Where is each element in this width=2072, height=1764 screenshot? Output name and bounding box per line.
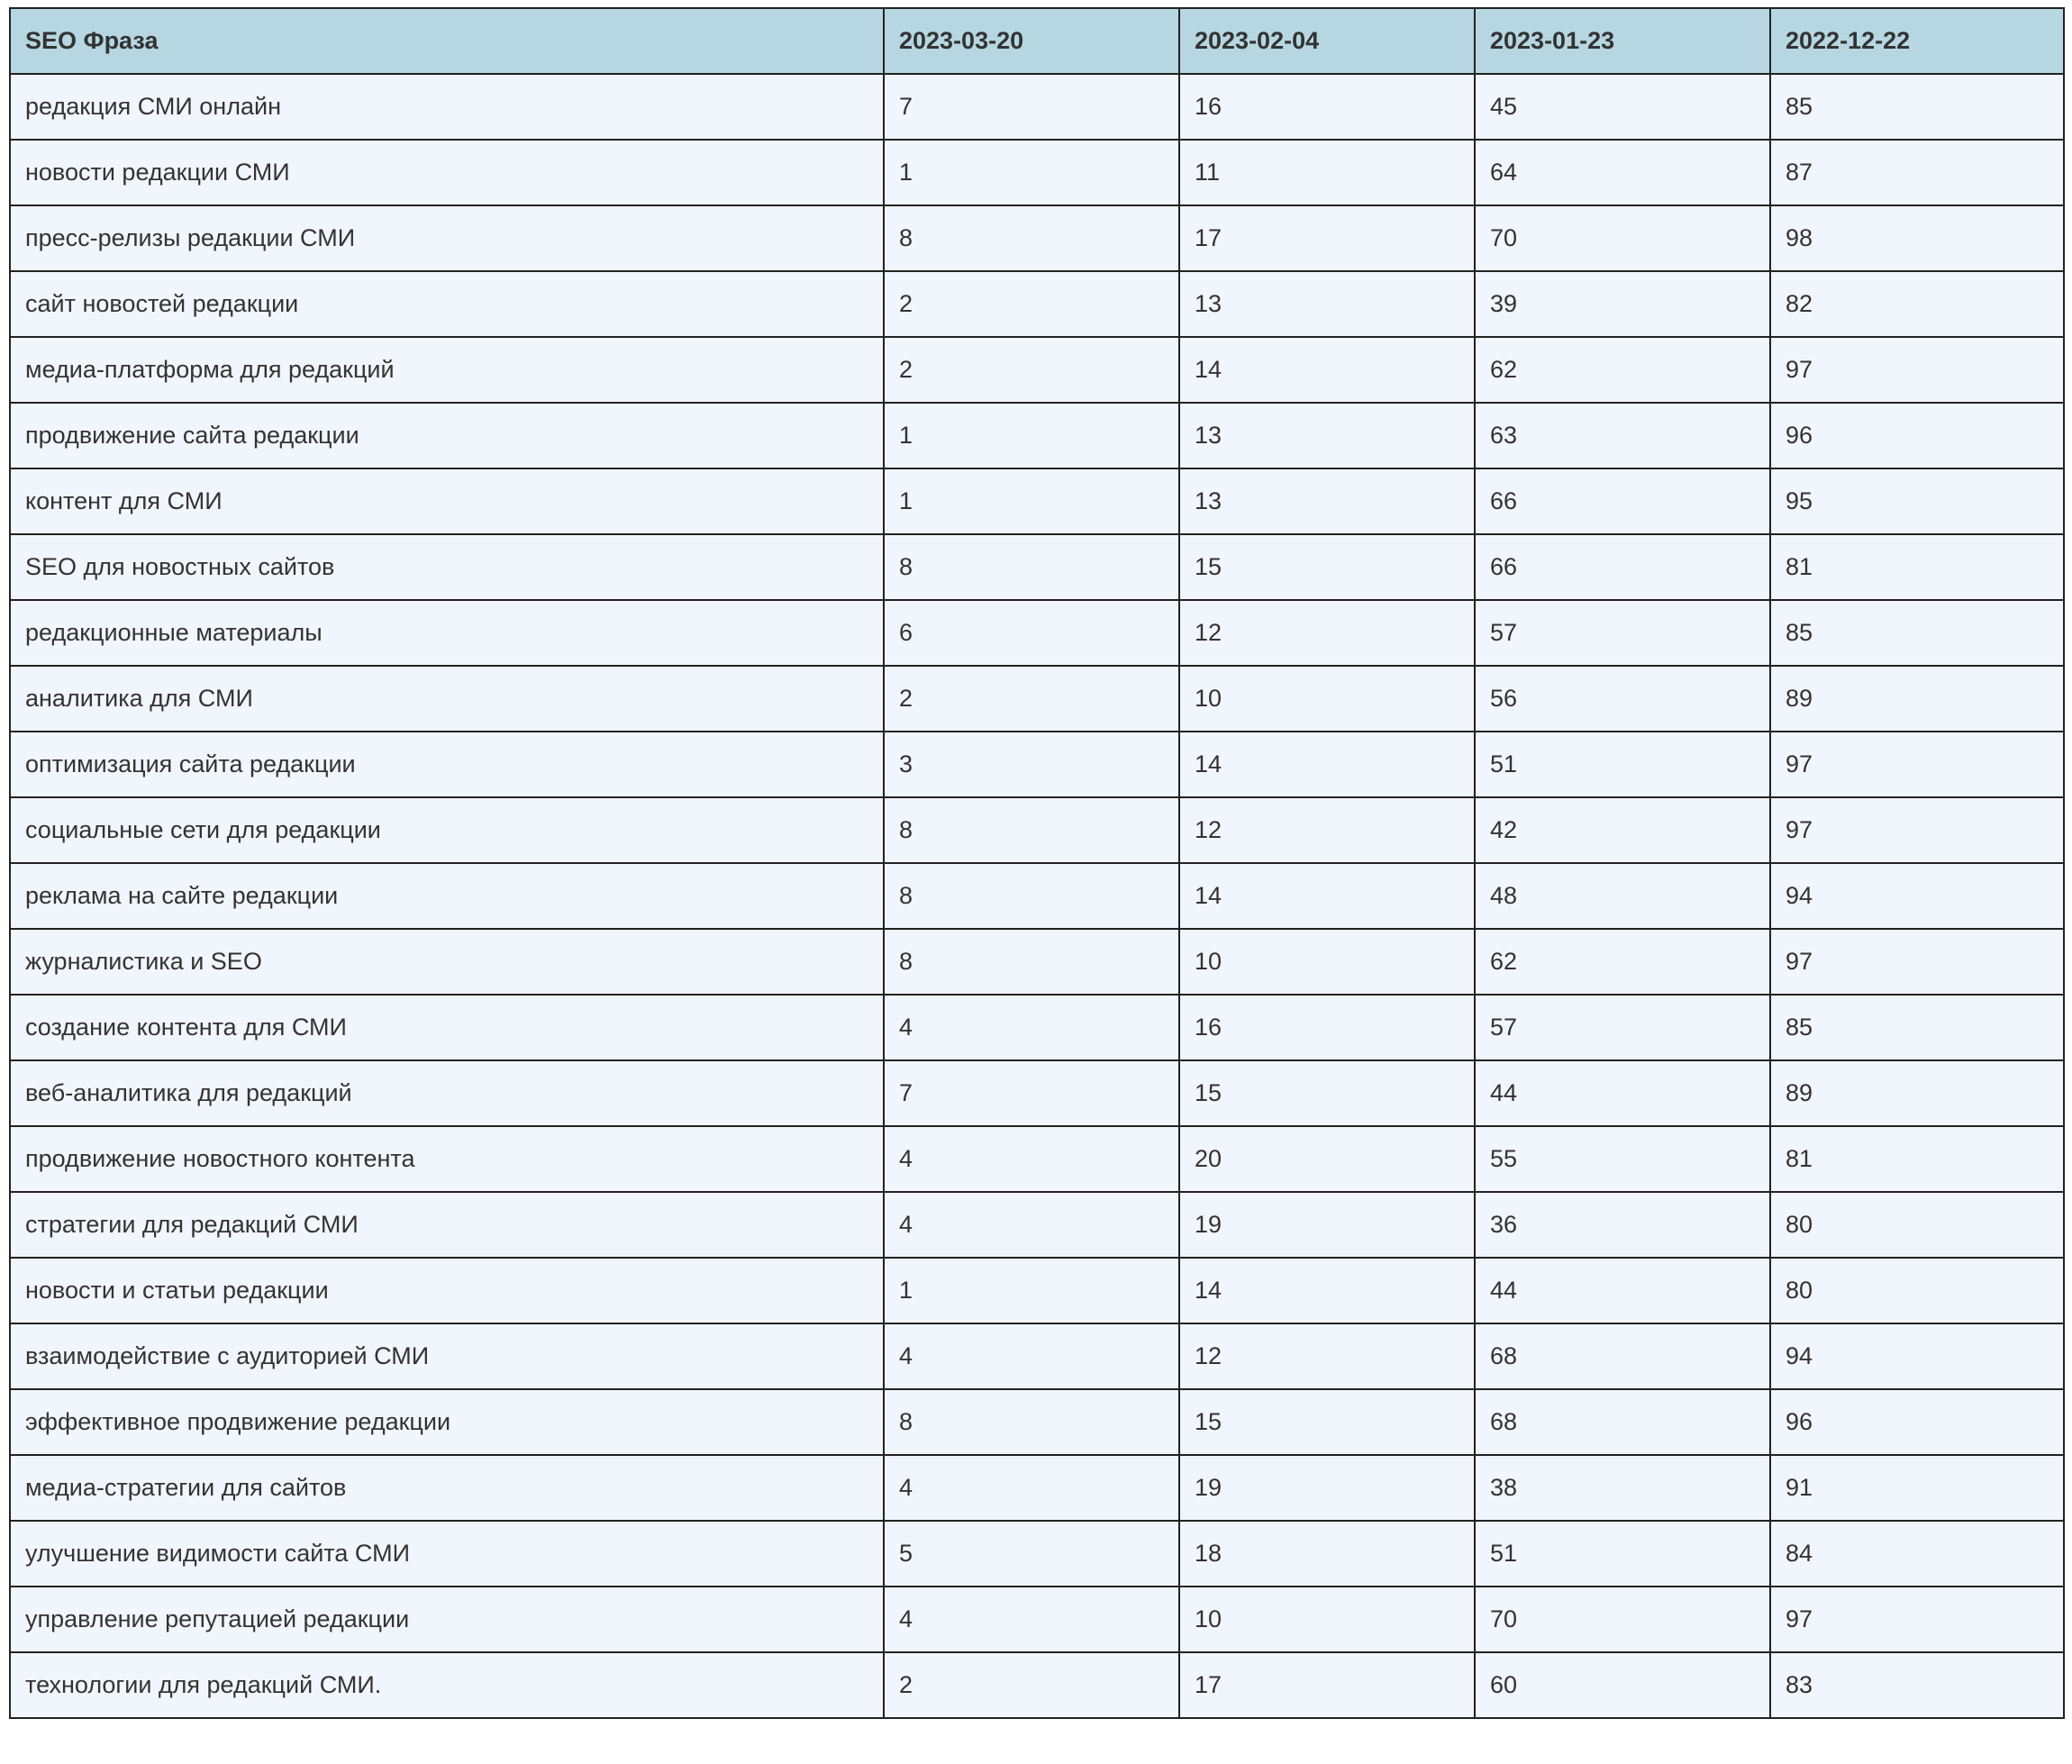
- seo-phrase-cell: взаимодействие с аудиторией СМИ: [10, 1323, 884, 1389]
- table-row: [10, 1060, 2064, 1126]
- seo-phrase-cell: медиа-стратегии для сайтов: [10, 1455, 884, 1521]
- seo-phrase-cell: реклама на сайте редакции: [10, 863, 884, 929]
- position-cell: 14: [1179, 337, 1475, 403]
- position-cell: 89: [1770, 666, 2064, 732]
- position-cell: 95: [1770, 468, 2064, 534]
- position-cell: 2: [884, 666, 1179, 732]
- position-cell: 7: [884, 74, 1179, 140]
- position-cell: 60: [1475, 1652, 1770, 1718]
- position-cell: 6: [884, 600, 1179, 666]
- table-row: [10, 1587, 2064, 1652]
- seo-phrase-cell: веб-аналитика для редакций: [10, 1060, 884, 1126]
- position-cell: 8: [884, 797, 1179, 863]
- seo-phrase-cell: продвижение новостного контента: [10, 1126, 884, 1192]
- column-header-date: 2023-02-04: [1179, 8, 1475, 74]
- table-header: [10, 8, 2064, 74]
- position-cell: 62: [1475, 337, 1770, 403]
- position-cell: 70: [1475, 205, 1770, 271]
- position-cell: 8: [884, 1389, 1179, 1455]
- column-header-date: 2023-01-23: [1475, 8, 1770, 74]
- position-cell: 15: [1179, 534, 1475, 600]
- seo-phrase-cell: аналитика для СМИ: [10, 666, 884, 732]
- table-row: [10, 271, 2064, 337]
- table-row: [10, 205, 2064, 271]
- position-cell: 2: [884, 271, 1179, 337]
- position-cell: 4: [884, 1455, 1179, 1521]
- position-cell: 4: [884, 1192, 1179, 1258]
- position-cell: 80: [1770, 1258, 2064, 1323]
- seo-phrase-cell: сайт новостей редакции: [10, 271, 884, 337]
- table-row: [10, 534, 2064, 600]
- position-cell: 4: [884, 1323, 1179, 1389]
- seo-phrase-table: [9, 7, 2065, 1719]
- position-cell: 56: [1475, 666, 1770, 732]
- position-cell: 15: [1179, 1060, 1475, 1126]
- table-row: [10, 929, 2064, 995]
- position-cell: 44: [1475, 1258, 1770, 1323]
- seo-phrase-cell: новости и статьи редакции: [10, 1258, 884, 1323]
- position-cell: 36: [1475, 1192, 1770, 1258]
- seo-phrase-cell: технологии для редакций СМИ.: [10, 1652, 884, 1718]
- position-cell: 94: [1770, 1323, 2064, 1389]
- position-cell: 18: [1179, 1521, 1475, 1587]
- position-cell: 91: [1770, 1455, 2064, 1521]
- position-cell: 4: [884, 1587, 1179, 1652]
- seo-phrase-cell: редакция СМИ онлайн: [10, 74, 884, 140]
- table-row: [10, 140, 2064, 205]
- position-cell: 8: [884, 929, 1179, 995]
- position-cell: 51: [1475, 732, 1770, 797]
- position-cell: 81: [1770, 534, 2064, 600]
- position-cell: 82: [1770, 271, 2064, 337]
- table-row: [10, 1258, 2064, 1323]
- position-cell: 4: [884, 995, 1179, 1060]
- table-row: [10, 1521, 2064, 1587]
- position-cell: 1: [884, 140, 1179, 205]
- position-cell: 64: [1475, 140, 1770, 205]
- position-cell: 97: [1770, 732, 2064, 797]
- table-row: [10, 337, 2064, 403]
- position-cell: 14: [1179, 732, 1475, 797]
- position-cell: 20: [1179, 1126, 1475, 1192]
- table-row: [10, 863, 2064, 929]
- table-row: [10, 74, 2064, 140]
- column-header-date: 2023-03-20: [884, 8, 1179, 74]
- seo-phrase-cell: улучшение видимости сайта СМИ: [10, 1521, 884, 1587]
- seo-phrase-cell: эффективное продвижение редакции: [10, 1389, 884, 1455]
- table-row: [10, 732, 2064, 797]
- table-row: [10, 1323, 2064, 1389]
- position-cell: 1: [884, 1258, 1179, 1323]
- column-header-date: 2022-12-22: [1770, 8, 2064, 74]
- seo-phrase-cell: оптимизация сайта редакции: [10, 732, 884, 797]
- seo-phrase-cell: управление репутацией редакции: [10, 1587, 884, 1652]
- position-cell: 70: [1475, 1587, 1770, 1652]
- position-cell: 39: [1475, 271, 1770, 337]
- position-cell: 66: [1475, 468, 1770, 534]
- table-row: [10, 797, 2064, 863]
- position-cell: 2: [884, 337, 1179, 403]
- position-cell: 62: [1475, 929, 1770, 995]
- table-body: [10, 74, 2064, 1718]
- table-row: [10, 1192, 2064, 1258]
- position-cell: 38: [1475, 1455, 1770, 1521]
- position-cell: 87: [1770, 140, 2064, 205]
- position-cell: 2: [884, 1652, 1179, 1718]
- position-cell: 8: [884, 205, 1179, 271]
- position-cell: 85: [1770, 995, 2064, 1060]
- position-cell: 51: [1475, 1521, 1770, 1587]
- position-cell: 7: [884, 1060, 1179, 1126]
- position-cell: 14: [1179, 863, 1475, 929]
- position-cell: 16: [1179, 995, 1475, 1060]
- position-cell: 97: [1770, 929, 2064, 995]
- position-cell: 8: [884, 863, 1179, 929]
- seo-phrase-cell: SEO для новостных сайтов: [10, 534, 884, 600]
- position-cell: 57: [1475, 600, 1770, 666]
- position-cell: 15: [1179, 1389, 1475, 1455]
- table-row: [10, 1126, 2064, 1192]
- position-cell: 97: [1770, 797, 2064, 863]
- position-cell: 13: [1179, 468, 1475, 534]
- position-cell: 85: [1770, 74, 2064, 140]
- position-cell: 84: [1770, 1521, 2064, 1587]
- position-cell: 68: [1475, 1389, 1770, 1455]
- position-cell: 44: [1475, 1060, 1770, 1126]
- position-cell: 97: [1770, 337, 2064, 403]
- position-cell: 4: [884, 1126, 1179, 1192]
- position-cell: 66: [1475, 534, 1770, 600]
- position-cell: 81: [1770, 1126, 2064, 1192]
- position-cell: 17: [1179, 1652, 1475, 1718]
- column-header-seo-phrase: SEO Фраза: [10, 8, 884, 74]
- position-cell: 94: [1770, 863, 2064, 929]
- position-cell: 10: [1179, 929, 1475, 995]
- position-cell: 8: [884, 534, 1179, 600]
- position-cell: 57: [1475, 995, 1770, 1060]
- position-cell: 48: [1475, 863, 1770, 929]
- table-row: [10, 468, 2064, 534]
- position-cell: 19: [1179, 1192, 1475, 1258]
- seo-phrase-cell: медиа-платформа для редакций: [10, 337, 884, 403]
- position-cell: 19: [1179, 1455, 1475, 1521]
- position-cell: 16: [1179, 74, 1475, 140]
- seo-phrase-cell: новости редакции СМИ: [10, 140, 884, 205]
- position-cell: 45: [1475, 74, 1770, 140]
- position-cell: 12: [1179, 600, 1475, 666]
- seo-phrase-cell: пресс-релизы редакции СМИ: [10, 205, 884, 271]
- position-cell: 42: [1475, 797, 1770, 863]
- seo-phrase-cell: стратегии для редакций СМИ: [10, 1192, 884, 1258]
- position-cell: 98: [1770, 205, 2064, 271]
- seo-phrase-cell: продвижение сайта редакции: [10, 403, 884, 468]
- position-cell: 89: [1770, 1060, 2064, 1126]
- position-cell: 13: [1179, 271, 1475, 337]
- position-cell: 80: [1770, 1192, 2064, 1258]
- position-cell: 85: [1770, 600, 2064, 666]
- position-cell: 5: [884, 1521, 1179, 1587]
- table-row: [10, 1652, 2064, 1718]
- table-row: [10, 1389, 2064, 1455]
- position-cell: 83: [1770, 1652, 2064, 1718]
- position-cell: 17: [1179, 205, 1475, 271]
- position-cell: 1: [884, 468, 1179, 534]
- position-cell: 68: [1475, 1323, 1770, 1389]
- position-cell: 63: [1475, 403, 1770, 468]
- seo-phrase-cell: журналистика и SEO: [10, 929, 884, 995]
- table-row: [10, 666, 2064, 732]
- seo-phrase-cell: создание контента для СМИ: [10, 995, 884, 1060]
- position-cell: 96: [1770, 403, 2064, 468]
- position-cell: 10: [1179, 666, 1475, 732]
- position-cell: 96: [1770, 1389, 2064, 1455]
- table-row: [10, 600, 2064, 666]
- position-cell: 14: [1179, 1258, 1475, 1323]
- position-cell: 1: [884, 403, 1179, 468]
- position-cell: 3: [884, 732, 1179, 797]
- table-row: [10, 403, 2064, 468]
- header-row: [10, 8, 2064, 74]
- position-cell: 13: [1179, 403, 1475, 468]
- seo-phrase-cell: контент для СМИ: [10, 468, 884, 534]
- seo-phrase-cell: редакционные материалы: [10, 600, 884, 666]
- position-cell: 10: [1179, 1587, 1475, 1652]
- position-cell: 11: [1179, 140, 1475, 205]
- position-cell: 97: [1770, 1587, 2064, 1652]
- table-row: [10, 995, 2064, 1060]
- seo-table-container: [9, 7, 2063, 1719]
- position-cell: 55: [1475, 1126, 1770, 1192]
- table-row: [10, 1455, 2064, 1521]
- seo-phrase-cell: социальные сети для редакции: [10, 797, 884, 863]
- position-cell: 12: [1179, 797, 1475, 863]
- position-cell: 12: [1179, 1323, 1475, 1389]
